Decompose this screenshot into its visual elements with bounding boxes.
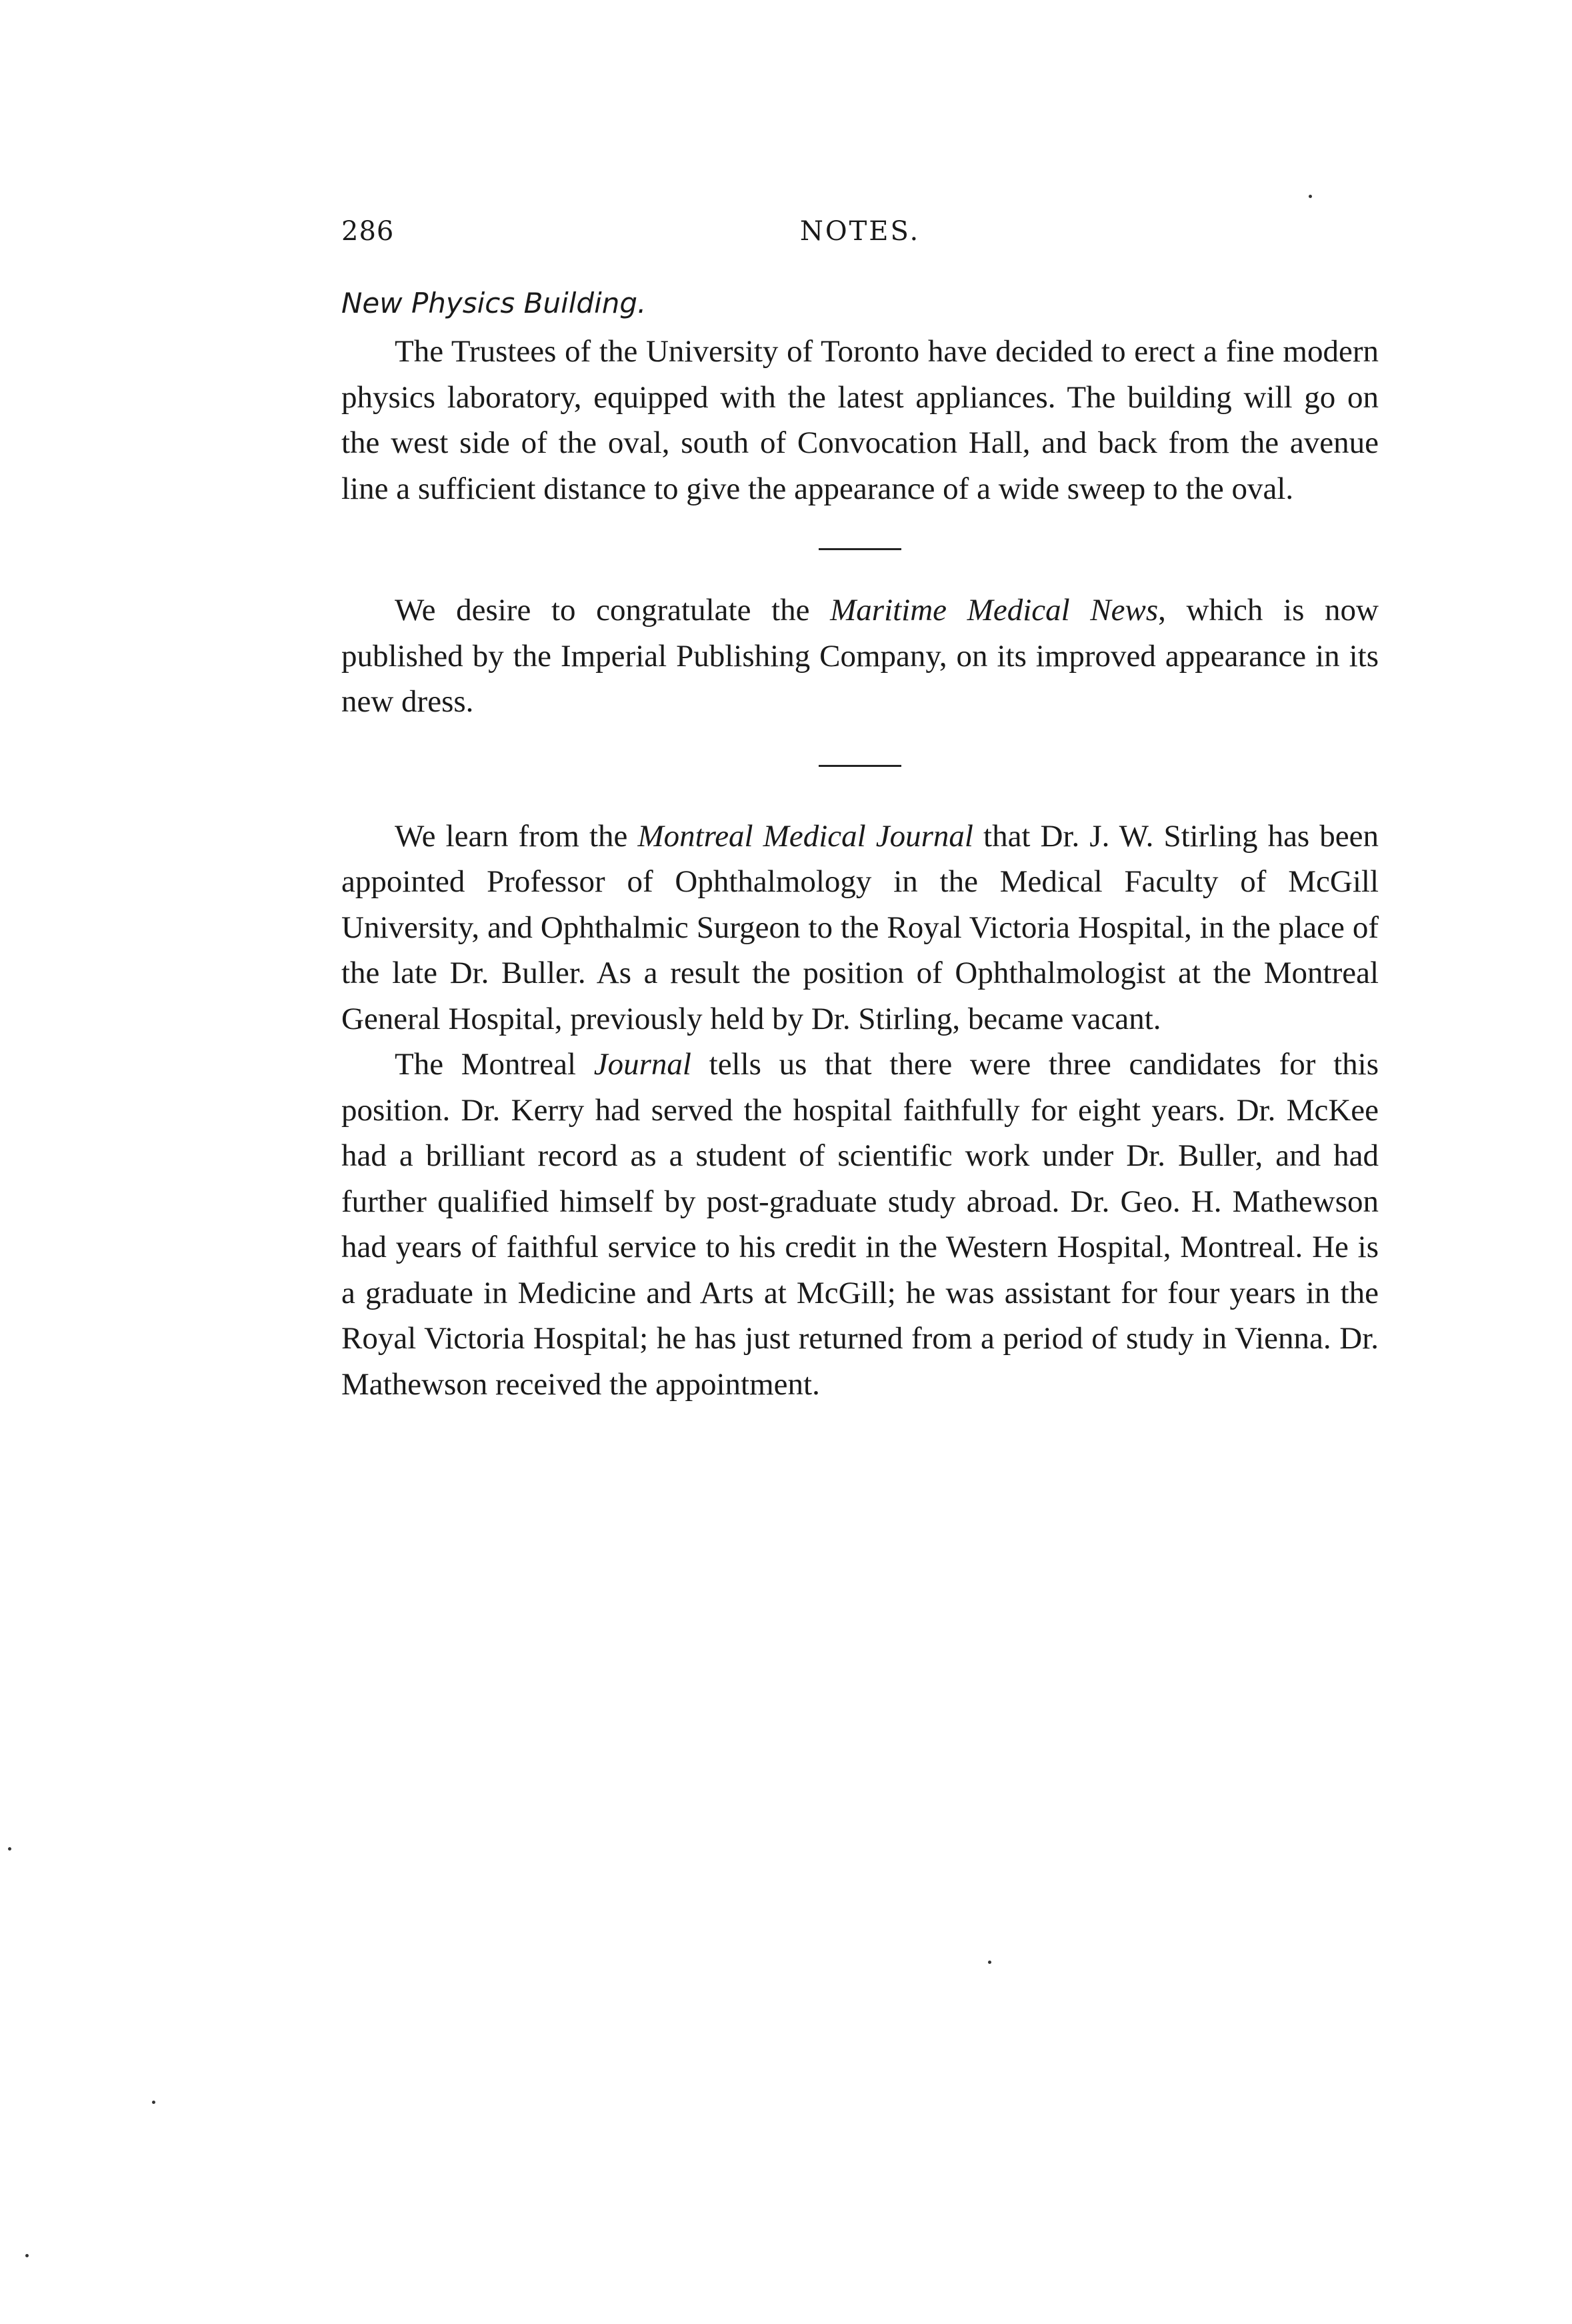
page-speck (988, 1961, 991, 1964)
running-title: NOTES. (799, 216, 921, 247)
page-speck (1309, 195, 1312, 198)
page-speck (152, 2101, 155, 2104)
paragraph-physics-building: The Trustees of the University of Toronto have decided to erect a fine modern physics laboratory, equipped with the latest appliances. The building will go on the west side of the oval, south of Convocation Hall, and back from the avenue line a sufficient distance to give the appearance of a wide sweep to the oval. (341, 334, 1379, 506)
page-speck (25, 2254, 29, 2257)
paragraph-text: The Montreal (395, 1047, 594, 1082)
section-divider (819, 765, 901, 767)
running-head (341, 207, 1379, 260)
page-speck (8, 1847, 11, 1851)
paragraph-candidates (341, 1042, 1379, 1407)
page-number: 286 (341, 216, 395, 247)
journal-title: Montreal Medical Journal (637, 818, 973, 854)
paragraph-stirling-appointment (341, 814, 1379, 1042)
journal-title: Journal (593, 1047, 691, 1082)
paragraph-text: , which is now published by the Imperial Publishing Company, on its improved appearance in its new dress. (341, 593, 1379, 719)
paragraph-text: tells us that there were three candidates for this position. Dr. Kerry had served the hospital faithfully for eight years. Dr. McKee had a brilliant record as a student of scientific work under Dr. Buller, and had further qualified himself by post-graduate study abroad. Dr. Geo. H. Mathewson had years of faithful service to his credit in the Western Hospital, Montreal. He is a graduate in Medicine and Arts at McGill; he was assistant for four years in the Royal Victoria Hospital; he has just returned from a period of study in Vienna. Dr. Mathewson received the appointment. (341, 1047, 1379, 1402)
section-divider (819, 548, 901, 550)
paragraph-text: We learn from the (395, 818, 638, 854)
paragraph-maritime-news (341, 588, 1379, 725)
page-body (341, 207, 1379, 1407)
paragraph-text: that Dr. J. W. Stirling has been appointed Professor of Ophthalmology in the Medical Faculty of McGill University, and Ophthalmic Surgeon to the Royal Victoria Hospital, in the place of the late Dr. Buller. As a result the position of Ophthalmologist at the Montreal General Hospital, previously held by Dr. Stirling, became vacant. (341, 818, 1379, 1036)
journal-title: Maritime Medical News (830, 593, 1159, 628)
section-heading: New Physics Building. (341, 287, 647, 319)
paragraph-text: We desire to congratulate the (395, 593, 831, 628)
